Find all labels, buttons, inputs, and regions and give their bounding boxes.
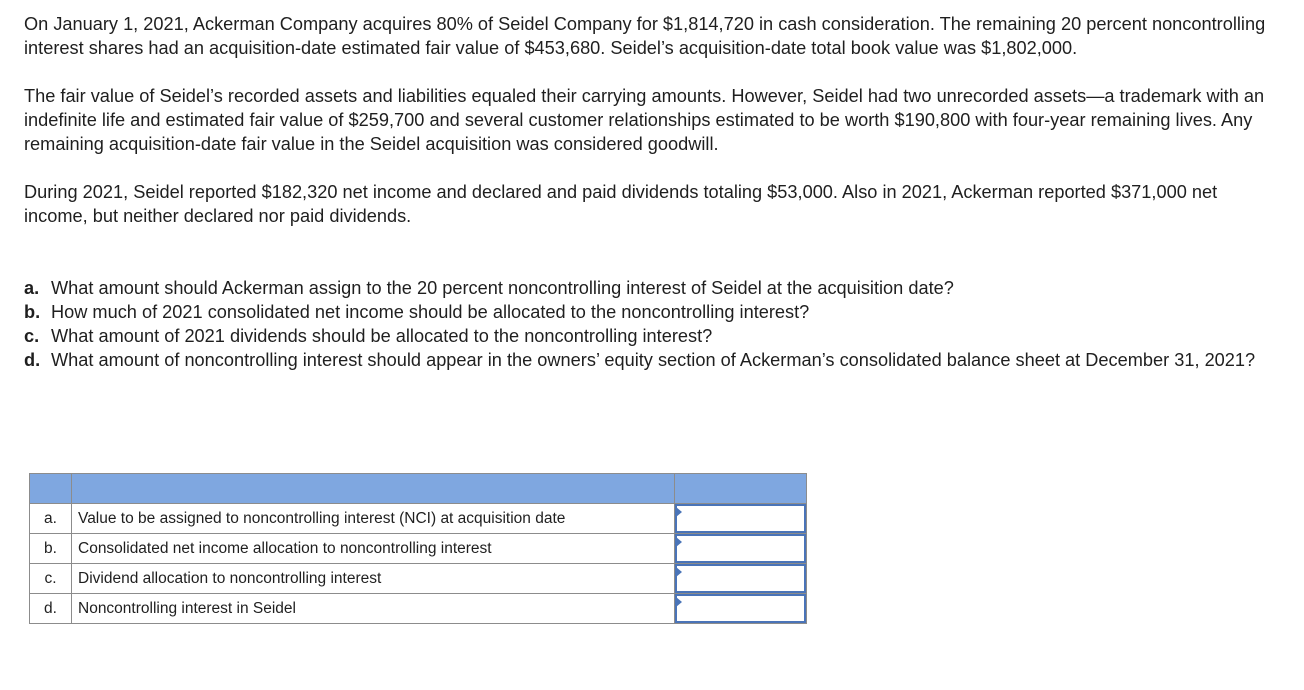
answer-input-d[interactable] <box>675 594 806 623</box>
problem-paragraph: The fair value of Seidel’s recorded assets and liabilities equaled their carrying amounts. However, Seidel had two unrecorded assets—a trademark with an indefinite life and estimated fair value of $259,700 and several customer relationships estimated to be worth $190,800 with four-year remaining lives. Any remaining acquisition-date fair value in the Seidel acquisition was considered goodwill. <box>24 86 1265 154</box>
input-marker-icon <box>676 507 682 517</box>
problem-paragraph: On January 1, 2021, Ackerman Company acquires 80% of Seidel Company for $1,814,720 in cash consideration. The remaining 20 percent noncontrolling interest shares had an acquisition-date estimated fair value of $453,680. Seidel’s acquisition-date total book value was $1,802,000. <box>24 14 1266 58</box>
row-label: Noncontrolling interest in Seidel <box>72 594 675 624</box>
row-letter: a. <box>30 504 72 534</box>
row-letter: b. <box>30 534 72 564</box>
input-marker-icon <box>676 537 682 547</box>
question-text: What amount should Ackerman assign to the 20 percent noncontrolling interest of Seidel at the acquisition date? <box>51 278 954 298</box>
row-letter: d. <box>30 594 72 624</box>
answer-input-b[interactable] <box>675 534 806 563</box>
answer-table <box>29 473 807 624</box>
question-item <box>24 300 1274 324</box>
question-letter: c. <box>24 326 40 346</box>
question-letter: d. <box>24 350 41 370</box>
question-item <box>24 276 1274 300</box>
question-item <box>24 348 1274 372</box>
question-list <box>24 276 1274 372</box>
answer-cell <box>675 534 807 564</box>
answer-cell <box>675 594 807 624</box>
question-letter: a. <box>24 278 40 298</box>
question-text: How much of 2021 consolidated net income should be allocated to the noncontrolling interest? <box>51 302 810 322</box>
answer-cell <box>675 564 807 594</box>
answer-input-c[interactable] <box>675 564 806 593</box>
question-text: What amount of 2021 dividends should be allocated to the noncontrolling interest? <box>51 326 713 346</box>
table-row <box>30 564 807 594</box>
table-row <box>30 504 807 534</box>
problem-paragraph: During 2021, Seidel reported $182,320 net income and declared and paid dividends totaling $53,000. Also in 2021, Ackerman reported $371,000 net income, but neither declared nor paid dividends. <box>24 182 1218 226</box>
table-row <box>30 534 807 564</box>
question-letter: b. <box>24 302 41 322</box>
answer-cell <box>675 504 807 534</box>
answer-input-a[interactable] <box>675 504 806 533</box>
row-letter: c. <box>30 564 72 594</box>
problem-statement <box>24 12 1274 372</box>
question-text: What amount of noncontrolling interest should appear in the owners’ equity section of Ackerman’s consolidated balance sheet at December 31, 2021? <box>51 350 1256 370</box>
input-marker-icon <box>676 597 682 607</box>
header-cell <box>675 474 807 504</box>
table-row <box>30 594 807 624</box>
row-label: Consolidated net income allocation to noncontrolling interest <box>72 534 675 564</box>
question-item <box>24 324 1274 348</box>
header-cell <box>30 474 72 504</box>
header-cell <box>72 474 675 504</box>
row-label: Value to be assigned to noncontrolling interest (NCI) at acquisition date <box>72 504 675 534</box>
row-label: Dividend allocation to noncontrolling interest <box>72 564 675 594</box>
input-marker-icon <box>676 567 682 577</box>
answer-table-header <box>30 474 807 504</box>
